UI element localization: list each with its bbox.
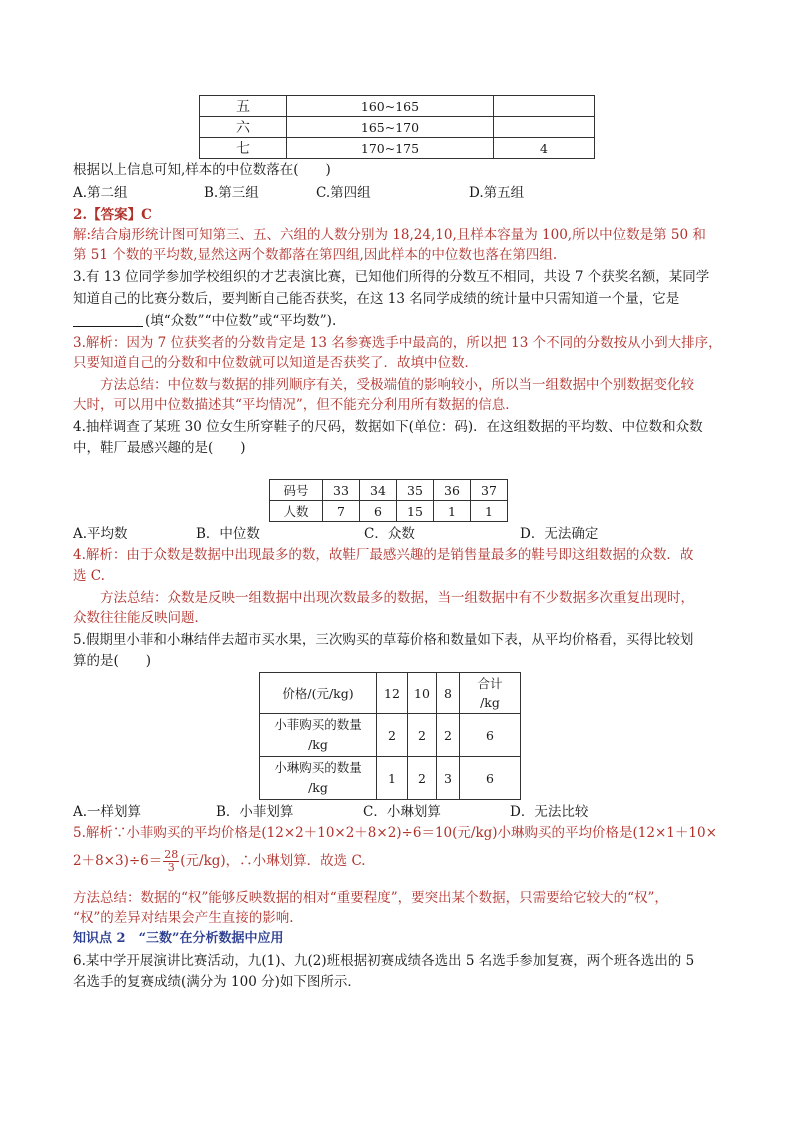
price-label-cell: 价格/(元/kg) xyxy=(260,673,377,714)
q5-stem-line2: 算的是( ) xyxy=(73,653,152,669)
q2-option-a: A.第二组 xyxy=(73,185,128,201)
group-cell: 七 xyxy=(200,138,287,159)
q3-stem-line1: 3.有 13 位同学参加学校组织的才艺表演比赛，已知他们所得的分数互不相同，共设 7 个获奖名额，某同学 xyxy=(73,269,710,285)
q5-stem-line1: 5.假期里小菲和小琳结伴去超市买水果，三次购买的草莓价格和数量如下表，从平均价格看，买得比较划 xyxy=(73,632,694,648)
q3-analysis-line1: 3.解析：因为 7 位获奖者的分数肯定是 13 名参赛选手中最高的，所以把 13 个不同的分数按从小到大排序， xyxy=(73,335,722,351)
q2-answer: 2.【答案】C xyxy=(73,207,152,223)
count-cell: 1 xyxy=(434,501,471,522)
fraction-denominator: 3 xyxy=(167,861,175,874)
q5-method-line2: “权”的差异对结果会产生直接的影响. xyxy=(73,910,294,926)
q6-stem-line1: 6.某中学开展演讲比赛活动，九(1)、九(2)班根据初赛成绩各选出 5 名选手参加复赛，两个班各选出的 5 xyxy=(73,953,695,969)
xiaolin-label-cell xyxy=(260,757,377,800)
quantity-cell: 2 xyxy=(408,757,437,800)
xiaofei-unit: /kg xyxy=(308,737,328,752)
q2-option-b: B.第三组 xyxy=(204,185,259,201)
fraction xyxy=(163,849,179,874)
header-cell: 人数 xyxy=(270,501,323,522)
group-cell: 五 xyxy=(200,96,287,117)
q4-method-line2: 众数往往能反映问题． xyxy=(73,610,208,626)
price-cell: 8 xyxy=(437,673,460,714)
q5-option-b: B．小菲划算 xyxy=(216,804,294,820)
q3-method-line2: 大时，可以用中位数描述其“平均情况”，但不能充分利用所有数据的信息． xyxy=(73,397,519,413)
quantity-cell: 2 xyxy=(377,714,408,757)
total-label: 合计 xyxy=(477,676,503,691)
xiaofei-label-cell xyxy=(260,714,377,757)
quantity-cell: 2 xyxy=(437,714,460,757)
q5-option-d: D．无法比较 xyxy=(510,804,589,820)
quantity-cell: 2 xyxy=(408,714,437,757)
q5-analysis-part2: (元/kg)，∴小琳划算．故选 C. xyxy=(180,853,366,869)
shoe-size-table xyxy=(269,479,508,522)
q4-option-b: B．中位数 xyxy=(196,526,260,542)
xiaofei-label: 小菲购买的数量 xyxy=(274,717,362,732)
range-cell: 165~170 xyxy=(287,117,494,138)
q3-method-line1: 方法总结：中位数与数据的排列顺序有关，受极端值的影响较小，所以当一组数据中个别数据变化较 xyxy=(100,377,694,393)
total-cell: 6 xyxy=(460,757,521,800)
size-cell: 37 xyxy=(471,480,508,501)
xiaolin-unit: /kg xyxy=(308,780,328,795)
q2-explanation-line2: 第 51 个数的平均数,显然这两个数都落在第四组,因此样本的中位数也落在第四组. xyxy=(73,247,558,263)
count-cell: 6 xyxy=(360,501,397,522)
strawberry-purchase-table xyxy=(259,672,521,800)
q2-explanation-line1: 解:结合扇形统计图可知第三、五、六组的人数分别为 18,24,10,且样本容量为 100,所以中位数是第 50 和 xyxy=(73,227,706,243)
q5-option-a: A.一样划算 xyxy=(73,804,142,820)
q4-option-d: D．无法确定 xyxy=(520,526,599,542)
knowledge-point-title: 知识点 2 “三数”在分析数据中应用 xyxy=(73,931,284,946)
q4-option-c: C．众数 xyxy=(364,526,415,542)
answer-blank xyxy=(73,326,143,327)
count-cell: 7 xyxy=(323,501,360,522)
q4-method-line1: 方法总结：众数是反映一组数据中出现次数最多的数据，当一组数据中有不少数据多次重复出现时， xyxy=(100,590,694,606)
group-cell: 六 xyxy=(200,117,287,138)
count-cell: 1 xyxy=(471,501,508,522)
range-cell: 160~165 xyxy=(287,96,494,117)
size-cell: 36 xyxy=(434,480,471,501)
q5-method-line1: 方法总结：数据的“权”能够反映数据的相对“重要程度”，要突出某个数据，只需要给它较大的“权”， xyxy=(73,890,668,906)
size-cell: 35 xyxy=(397,480,434,501)
q3-analysis-line2: 只要知道自己的分数和中位数就可以知道是否获奖了．故填中位数． xyxy=(73,355,478,371)
total-cell: 6 xyxy=(460,714,521,757)
q4-stem-line2: 中，鞋厂最感兴趣的是( ) xyxy=(73,440,246,456)
q5-analysis-line1: 5.解析∵小菲购买的平均价格是(12×2＋10×2＋8×2)÷6＝10(元/kg)小琳购买的平均价格是(12×1＋10× xyxy=(73,825,717,841)
price-cell: 10 xyxy=(408,673,437,714)
q4-option-a: A.平均数 xyxy=(73,526,128,542)
q3-stem-line2: 知道自己的比赛分数后，要判断自己能否获奖，在这 13 名同学成绩的统计量中只需知道一个量，它是 xyxy=(73,291,680,307)
range-cell: 170~175 xyxy=(287,138,494,159)
count-cell xyxy=(494,96,595,117)
q4-analysis-line2: 选 C. xyxy=(73,568,105,584)
frequency-table-top xyxy=(199,95,595,159)
count-cell xyxy=(494,117,595,138)
size-cell: 34 xyxy=(360,480,397,501)
q5-analysis-part1: 2＋8×3)÷6＝ xyxy=(73,853,163,869)
count-cell: 15 xyxy=(397,501,434,522)
q3-stem-line3: (填“众数”“中位数”或“平均数”). xyxy=(145,313,337,329)
q2-stem: 根据以上信息可知,样本的中位数落在( ) xyxy=(73,162,331,178)
size-cell: 33 xyxy=(323,480,360,501)
q2-option-d: D.第五组 xyxy=(469,185,525,201)
q5-analysis-line2 xyxy=(73,849,366,874)
total-unit: /kg xyxy=(480,695,500,710)
q5-option-c: C．小琳划算 xyxy=(363,804,441,820)
total-header-cell xyxy=(460,673,521,714)
q6-stem-line2: 名选手的复赛成绩(满分为 100 分)如下图所示． xyxy=(73,974,361,990)
q2-option-c: C.第四组 xyxy=(316,185,371,201)
xiaolin-label: 小琳购买的数量 xyxy=(274,760,362,775)
q4-stem-line1: 4.抽样调查了某班 30 位女生所穿鞋子的尺码，数据如下(单位：码)．在这组数据的平均数、中位数和众数 xyxy=(73,419,703,435)
header-cell: 码号 xyxy=(270,480,323,501)
fraction-numerator: 28 xyxy=(164,848,179,861)
count-cell: 4 xyxy=(494,138,595,159)
quantity-cell: 1 xyxy=(377,757,408,800)
q4-analysis-line1: 4.解析：由于众数是数据中出现最多的数，故鞋厂最感兴趣的是销售量最多的鞋号即这组数据的众数．故 xyxy=(73,547,694,563)
price-cell: 12 xyxy=(377,673,408,714)
quantity-cell: 3 xyxy=(437,757,460,800)
